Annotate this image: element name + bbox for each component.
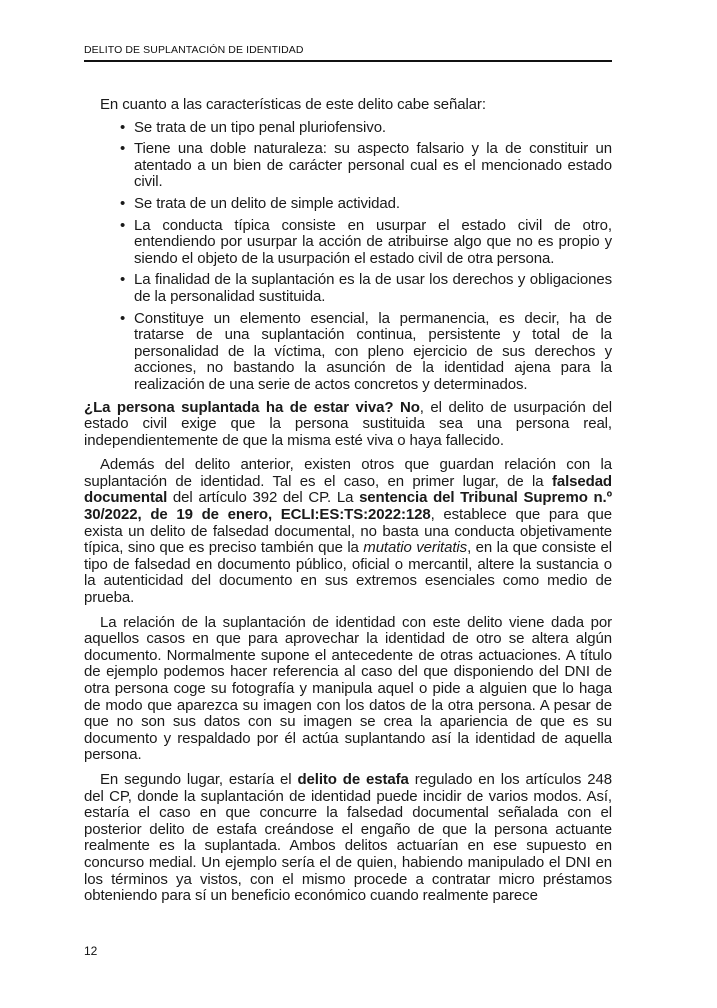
relacion-paragraph: La relación de la suplantación de identidad con este delito viene dada por aquellos casos en que para aprovechar la identidad de otro se altera algún documento. Normalmente supone el antecedente de otras actuaciones. A título de ejemplo podemos hacer referencia al caso del que disponiendo del DNI de otra persona coge su fotografía y manipula aquel o pide a alguien que lo haga de modo que aparezca su imagen con los datos de la otra persona. A pesar de que no son sus datos con su imagen se crea la apariencia de que es su documento y respaldado por él actúa suplantando así la identidad de aquella persona. [84, 613, 612, 764]
features-list [84, 120, 612, 394]
estafa-paragraph [84, 772, 612, 905]
paragraph-text: del artículo 392 del CP. La [167, 489, 360, 507]
paragraph-text: , en la que consiste el tipo de falsedad en documento público, oficial o mercantil, altere la sustancia o la autenticidad del documento en sus extremos esenciales como medio de prueba. [84, 539, 612, 607]
running-header: DELITO DE SUPLANTACIÓN DE IDENTIDAD [84, 44, 304, 56]
bullet-icon: • [120, 216, 126, 234]
page-number: 12 [84, 944, 98, 958]
term-delito-estafa: delito de estafa [297, 770, 409, 788]
question-heading: ¿La persona suplantada ha de estar viva? No [84, 398, 420, 416]
list-item [84, 196, 612, 213]
bullet-icon: • [120, 194, 126, 212]
paragraph-text: Además del delito anterior, existen otros que guardan relación con la suplantación de identidad. Tal es el caso, en primer lugar, de la [84, 456, 612, 490]
list-item-text: La finalidad de la suplantación es la de usar los derechos y obligaciones de la personalidad sustituida. [134, 271, 612, 305]
bullet-icon: • [120, 309, 126, 327]
latin-term: mutatio veritatis [363, 539, 468, 557]
list-item-text: Se trata de un tipo penal pluriofensivo. [134, 118, 387, 136]
bullet-icon: • [120, 118, 126, 136]
falsedad-paragraph [84, 457, 612, 606]
bullet-icon: • [120, 140, 126, 158]
list-item [84, 141, 612, 191]
list-item-text: La conducta típica consiste en usurpar el estado civil de otro, entendiendo por usurpar la acción de atribuirse algo que no es propio y siendo el objeto de la usurpación el estado civil de otra persona. [134, 216, 612, 267]
list-item-text: Constituye un elemento esencial, la permanencia, es decir, ha de tratarse de una suplantación continua, persistente y total de la personalidad de la víctima, con pleno ejercicio de sus derechos y acciones, no bastando la asunción de la identidad ajena para la realización de una serie de actos concretos y determinados. [134, 309, 612, 393]
list-item [84, 218, 612, 268]
list-item [84, 272, 612, 305]
paragraph-text: , establece que para que exista un delito de falsedad documental, no basta una conducta objetivamente típica, sino que es preciso también que la [84, 506, 612, 557]
header-rule [84, 60, 612, 62]
list-item [84, 311, 612, 394]
list-item-text: Se trata de un delito de simple actividad. [134, 194, 400, 212]
page-body [84, 97, 612, 913]
paragraph-text: En segundo lugar, estaría el [100, 770, 298, 788]
list-item [84, 120, 612, 137]
question-paragraph [84, 400, 612, 450]
sentence-reference: sentencia del Tribunal Supremo n.º 30/2022, de 19 de enero, ECLI:ES:TS:2022:128 [84, 489, 612, 524]
paragraph-text: regulado en los artículos 248 del CP, donde la suplantación de identidad puede incidir de varios modos. Así, estaría el caso en que concurre la falsedad documental señalada con el posterior delito de estafa creándose el engaño de que la persona actuante realmente es la suplantada. Ambos delitos actuarían en ese supuesto en concurso medial. Un ejemplo sería el de quien, habiendo manipulado el DNI en los términos ya vistos, con el mismo procede a contratar micro préstamos obteniendo para sí un beneficio económico cuando realmente parece [84, 770, 612, 905]
question-answer: , el delito de usurpación del estado civil exige que la persona sustituida sea una persona real, independientemente de que la misma esté viva o haya fallecido. [84, 398, 612, 449]
list-item-text: Tiene una doble naturaleza: su aspecto falsario y la de constituir un atentado a un bien de carácter personal cual es el mencionado estado civil. [134, 140, 612, 191]
intro-paragraph: En cuanto a las características de este delito cabe señalar: [100, 96, 486, 113]
term-falsedad-documental: falsedad documental [84, 472, 612, 507]
bullet-icon: • [120, 271, 126, 289]
